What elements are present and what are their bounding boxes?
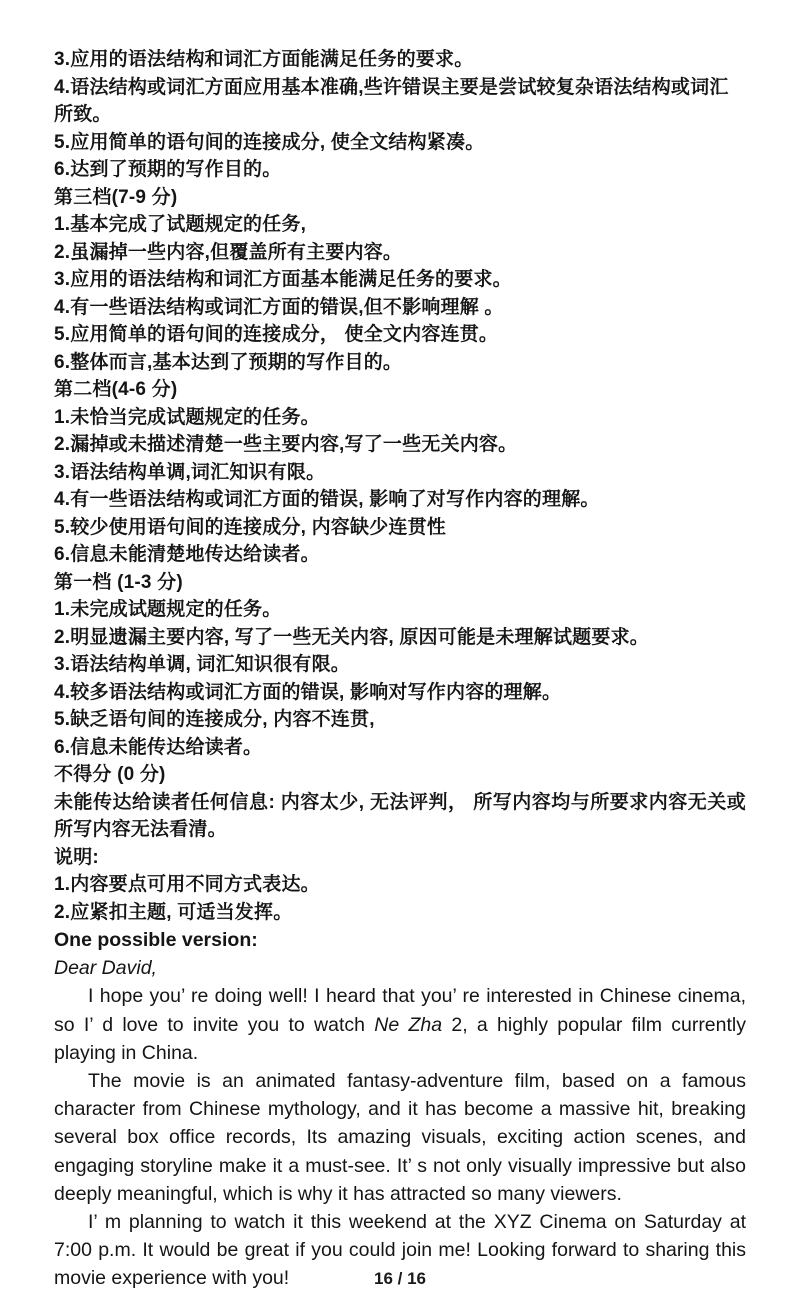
sample-essay-section	[54, 926, 746, 1293]
rubric-line: 1.基本完成了试题规定的任务,	[54, 214, 307, 235]
rubric-line: 1.未完成试题规定的任务。	[54, 599, 282, 620]
rubric-line: 5.缺乏语句间的连接成分, 内容不连贯,	[54, 709, 375, 730]
rubric-line: 1.未恰当完成试题规定的任务。	[54, 406, 320, 428]
rubric-line: 2.明显遗漏主要内容, 写了一些无关内容, 原因可能是未理解试题要求。	[54, 626, 649, 648]
rubric-line: 4.语法结构或词汇方面应用基本准确,些许错误主要是尝试较复杂语法结构或词汇所致。	[54, 76, 729, 125]
rubric-line: 2.漏掉或未描述清楚一些主要内容,写了一些无关内容。	[54, 434, 518, 455]
letter-salutation: Dear David,	[54, 957, 157, 980]
rubric-band-header: 第二档(4-6 分)	[54, 379, 178, 400]
rubric-line: 1.内容要点可用不同方式表达。	[54, 874, 320, 895]
rubric-band-header: 第三档(7-9 分)	[54, 186, 178, 208]
film-title-text: Ne Zha	[374, 1013, 443, 1036]
rubric-line: 2.应紧扣主题, 可适当发挥。	[54, 901, 293, 923]
page-number: 16 / 16	[374, 1269, 426, 1288]
rubric-line: 5.应用简单的语句间的连接成分， 使全文内容连贯。	[54, 324, 499, 345]
scoring-rubric-section	[54, 46, 746, 926]
essay-text: 2, a highly popular film currently playing in China.	[54, 1013, 746, 1064]
rubric-line: 6.整体而言,基本达到了预期的写作目的。	[54, 351, 403, 373]
page-footer	[0, 1269, 800, 1289]
rubric-line: 4.有一些语法结构或词汇方面的错误,但不影响理解 。	[54, 296, 504, 318]
rubric-line: 4.有一些语法结构或词汇方面的错误, 影响了对写作内容的理解。	[54, 489, 600, 510]
sample-version-heading: One possible version:	[54, 929, 258, 951]
rubric-line: 2.虽漏掉一些内容,但覆盖所有主要内容。	[54, 241, 403, 263]
page-content	[54, 46, 746, 1293]
essay-paragraph	[54, 982, 746, 1067]
rubric-line: 3.语法结构单调,词汇知识有限。	[54, 461, 326, 483]
rubric-line: 3.应用的语法结构和词汇方面能满足任务的要求。	[54, 49, 474, 70]
rubric-line: 5.较少使用语句间的连接成分, 内容缺少连贯性	[54, 516, 447, 538]
rubric-line: 3.应用的语法结构和词汇方面基本能满足任务的要求。	[54, 269, 512, 290]
rubric-line: 未能传达给读者任何信息: 内容太少, 无法评判， 所写内容均与所要求内容无关或所写内容无法看清。	[54, 791, 746, 840]
rubric-line: 6.信息未能清楚地传达给读者。	[54, 544, 320, 565]
essay-paragraph	[54, 1067, 746, 1208]
essay-paragraphs	[54, 982, 746, 1292]
rubric-line: 6.信息未能传达给读者。	[54, 736, 263, 758]
rubric-line: 4.较多语法结构或词汇方面的错误, 影响对写作内容的理解。	[54, 681, 562, 703]
rubric-band-header: 不得分 (0 分)	[54, 764, 166, 785]
rubric-band-header: 说明:	[54, 846, 99, 868]
essay-text: I hope you’ re doing well! I heard that you’ re interested in Chinese cinema, so I’ d love to invite you to watch	[54, 985, 746, 1036]
rubric-line: 3.语法结构单调, 词汇知识很有限。	[54, 654, 351, 675]
rubric-line: 6.达到了预期的写作目的。	[54, 159, 282, 180]
rubric-line: 5.应用简单的语句间的连接成分, 使全文结构紧凑。	[54, 131, 485, 153]
essay-text: I’ m planning to watch it this weekend at the XYZ Cinema on Saturday at 7:00 p.m. It would be great if you could join me! Looking forward to sharing this movie experience with you!	[54, 1211, 746, 1290]
essay-text: The movie is an animated fantasy-adventure film, based on a famous character from Chinese mythology, and it has become a massive hit, breaking several box office records, Its amazing visuals, exciting action scenes, and engaging storyline make it a must-see. It’ s not only visually impressive but also deeply meaningful, which is why it has attracted so many viewers.	[54, 1070, 746, 1205]
rubric-band-header: 第一档 (1-3 分)	[54, 571, 183, 593]
